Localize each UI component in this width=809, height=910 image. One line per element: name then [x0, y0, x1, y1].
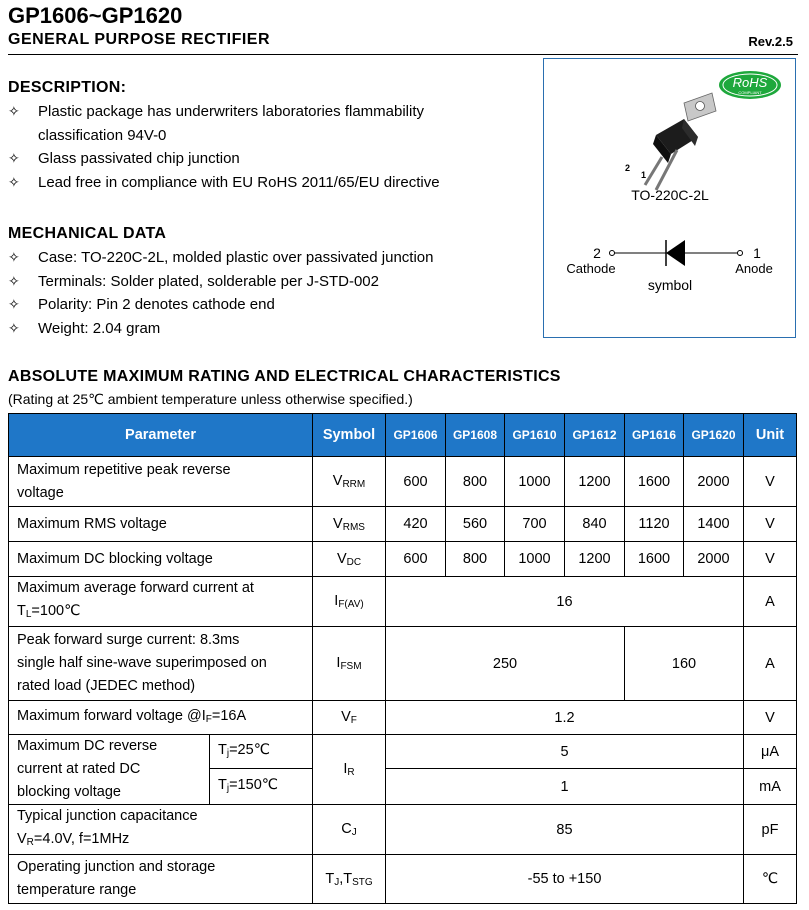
list-item: ✧ Glass passivated chip junction	[8, 147, 528, 171]
parameter-cell: Maximum forward voltage $@I_F=16A$	[9, 701, 313, 735]
unit-cell: V	[744, 507, 797, 542]
unit-cell: ℃	[744, 855, 797, 904]
unit-cell: V	[744, 457, 797, 507]
value-cell: 160	[625, 627, 744, 701]
unit-cell: A	[744, 577, 797, 627]
value-cell: 1600	[625, 542, 684, 577]
value-cell: 1.2	[386, 701, 744, 735]
table-row	[9, 855, 797, 904]
bullet-diamond-icon: ✧	[8, 173, 20, 190]
value-cell: 1200	[565, 457, 625, 507]
value-cell: 1	[386, 769, 744, 805]
cathode-label: Cathode	[566, 261, 616, 276]
table-note: (Rating at 25℃ ambient temperature unless otherwise specified.)	[8, 391, 413, 407]
header-divider	[8, 54, 798, 55]
revision-label: Rev.2.5	[748, 34, 793, 49]
bullet-diamond-icon: ✧	[8, 249, 20, 265]
pin1-label: 1	[641, 170, 647, 180]
header-part: GP1606	[386, 414, 446, 457]
header-part: GP1620	[684, 414, 744, 457]
list-item: ✧ Terminals: Solder plated, solderable per J-STD-002	[8, 270, 528, 294]
document-subtitle: GENERAL PURPOSE RECTIFIER	[8, 31, 271, 48]
description-heading: DESCRIPTION:	[8, 79, 127, 96]
table-row	[9, 735, 797, 769]
parameter-cell: Maximum RMS voltage	[9, 507, 313, 542]
value-cell: 16	[386, 577, 744, 627]
bullet-diamond-icon: ✧	[8, 272, 20, 289]
table-row	[9, 627, 797, 701]
table-row	[9, 701, 797, 735]
value-cell: 1000	[505, 542, 565, 577]
symbol-cell: $I_{F(AV)}$	[313, 577, 386, 627]
parameter-cell: Operating junction and storage temperature range	[9, 855, 313, 904]
description-list	[8, 100, 528, 194]
header-unit: Unit	[744, 414, 797, 457]
condition-cell: $T_j=25℃$	[210, 735, 313, 769]
value-cell: 1600	[625, 457, 684, 507]
ratings-table	[8, 413, 797, 904]
value-cell: 1200	[565, 542, 625, 577]
bullet-diamond-icon: ✧	[8, 150, 20, 166]
value-cell: 840	[565, 507, 625, 542]
rohs-badge-icon	[719, 71, 781, 99]
list-item: ✧ Polarity: Pin 2 denotes cathode end	[8, 293, 528, 317]
symbol-cell: $V_{RRM}$	[313, 457, 386, 507]
parameter-cell: Peak forward surge current: 8.3ms single half sine-wave superimposed on rated load (JEDEC method)	[9, 627, 313, 701]
table-header-row	[9, 414, 797, 457]
list-item: classification 94V-0	[38, 126, 167, 144]
value-cell: 600	[386, 542, 446, 577]
anode-label: Anode	[735, 261, 773, 276]
header-part: GP1610	[505, 414, 565, 457]
value-cell: 800	[446, 542, 505, 577]
list-item: ✧ Plastic package has underwriters laboratories flammability	[8, 100, 528, 124]
rohs-compliant-label: COMPLIANT	[738, 90, 762, 95]
header-parameter: Parameter	[9, 414, 313, 457]
symbol-cell: $I_{FSM}$	[313, 627, 386, 701]
unit-cell: μA	[744, 735, 797, 769]
parameter-cell: Maximum repetitive peak reverse voltage	[9, 457, 313, 507]
anode-pin-number: 1	[753, 245, 761, 261]
condition-cell: $T_j=150℃$	[210, 769, 313, 805]
unit-cell: pF	[744, 805, 797, 855]
unit-cell: A	[744, 627, 797, 701]
table-row	[9, 542, 797, 577]
pin2-label: 2	[625, 163, 631, 173]
table-row	[9, 457, 797, 507]
unit-cell: mA	[744, 769, 797, 805]
symbol-cell: $V_{RMS}$	[313, 507, 386, 542]
symbol-cell: $V_{DC}$	[313, 542, 386, 577]
value-cell: 2000	[684, 457, 744, 507]
document-title: GP1606~GP1620	[8, 3, 183, 28]
table-row	[9, 805, 797, 855]
value-cell: 420	[386, 507, 446, 542]
mechanical-list	[8, 246, 528, 340]
package-name: TO-220C-2L	[631, 187, 709, 203]
symbol-cell: $V_F$	[313, 701, 386, 735]
value-cell: 600	[386, 457, 446, 507]
parameter-cell: Typical junction capacitance $V_R=4.0V$, f=1MHz	[9, 805, 313, 855]
symbol-caption: symbol	[647, 277, 693, 293]
bullet-diamond-icon: ✧	[8, 103, 20, 119]
header-part: GP1616	[625, 414, 684, 457]
header-part: GP1612	[565, 414, 625, 457]
value-cell: 250	[386, 627, 625, 701]
package-info-box	[543, 58, 796, 338]
bullet-diamond-icon: ✧	[8, 296, 20, 312]
value-cell: 700	[505, 507, 565, 542]
value-cell: 800	[446, 457, 505, 507]
unit-cell: V	[744, 701, 797, 735]
symbol-cell: $T_J,T_{STG}$	[313, 855, 386, 904]
value-cell: 560	[446, 507, 505, 542]
table-row	[9, 577, 797, 627]
symbol-cell: $C_J$	[313, 805, 386, 855]
mechanical-heading: MECHANICAL DATA	[8, 225, 167, 242]
package-diagram	[544, 59, 795, 337]
header-part: GP1608	[446, 414, 505, 457]
parameter-cell: Maximum DC reverse current at rated DC blocking voltage	[9, 735, 210, 805]
parameter-cell: Maximum average forward current at $T_L=100℃$	[9, 577, 313, 627]
rohs-label: RoHS	[732, 75, 768, 90]
table-title: ABSOLUTE MAXIMUM RATING AND ELECTRICAL CHARACTERISTICS	[8, 368, 561, 385]
value-cell: 1120	[625, 507, 684, 542]
list-item: ✧ Case: TO-220C-2L, molded plastic over passivated junction	[8, 246, 528, 270]
symbol-cell: $I_R$	[313, 735, 386, 805]
diode-symbol-icon	[610, 240, 743, 266]
value-cell: 1400	[684, 507, 744, 542]
value-cell: 1000	[505, 457, 565, 507]
value-cell: -55 to +150	[386, 855, 744, 904]
list-item: ✧ Weight: 2.04 gram	[8, 317, 528, 341]
bullet-diamond-icon: ✧	[8, 319, 20, 336]
table-row	[9, 507, 797, 542]
value-cell: 5	[386, 735, 744, 769]
to220-package-icon	[625, 93, 716, 190]
header-symbol: Symbol	[313, 414, 386, 457]
unit-cell: V	[744, 542, 797, 577]
parameter-cell: Maximum DC blocking voltage	[9, 542, 313, 577]
value-cell: 85	[386, 805, 744, 855]
cathode-pin-number: 2	[593, 245, 601, 261]
list-item: ✧ Lead free in compliance with EU RoHS 2011/65/EU directive	[8, 171, 528, 195]
value-cell: 2000	[684, 542, 744, 577]
